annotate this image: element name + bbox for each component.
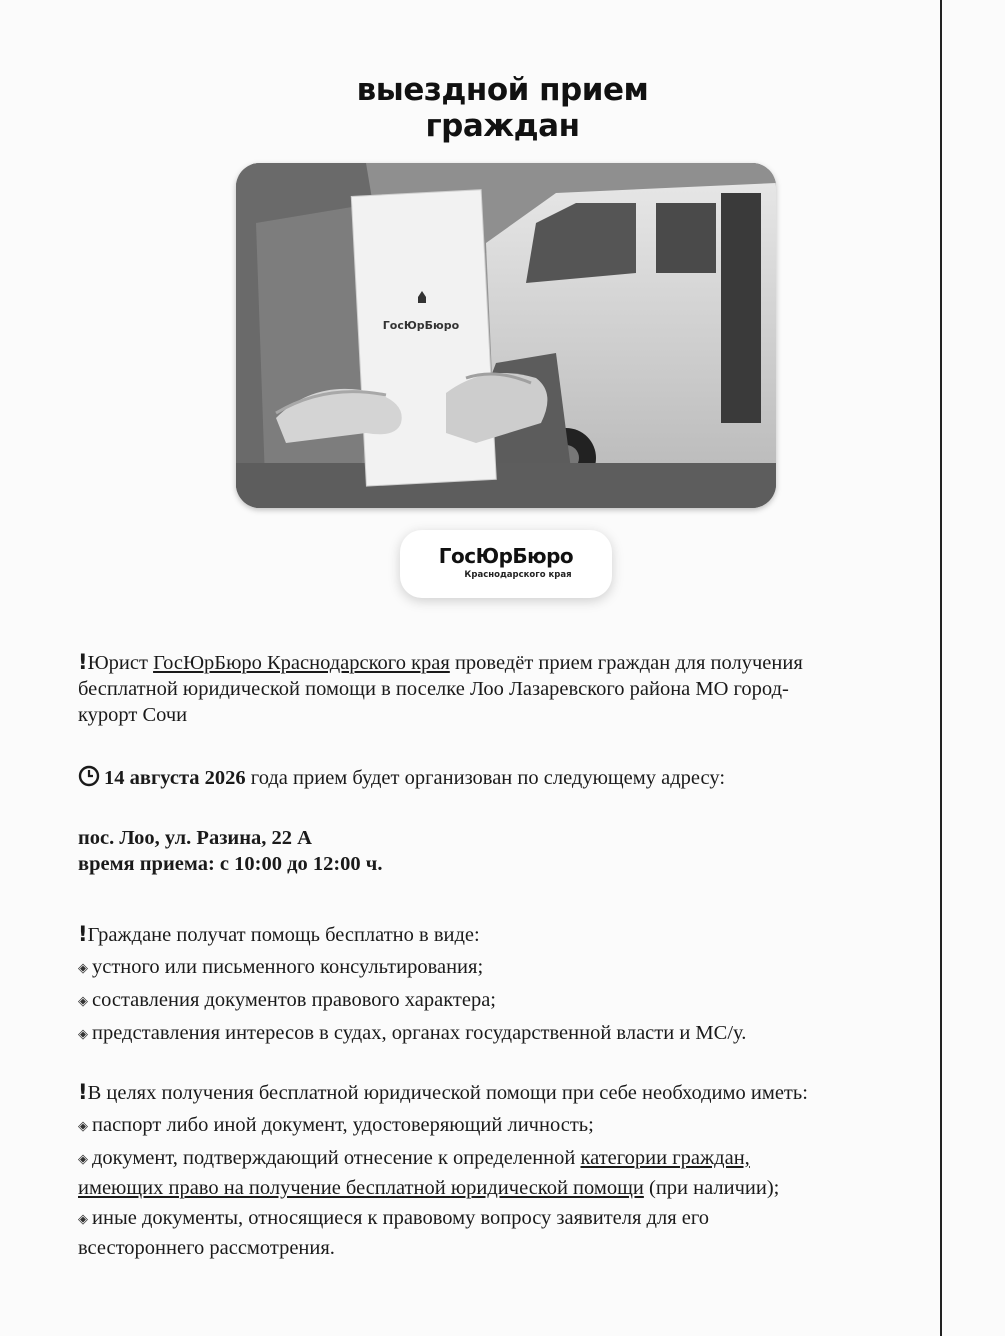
- help-heading: Граждане получат помощь бесплатно в виде:: [87, 924, 480, 946]
- brand-name: ГосЮрБюро: [438, 544, 574, 568]
- help-section: [78, 918, 958, 1050]
- intro-paragraph: [78, 649, 958, 728]
- docs-heading: В целях получения бесплатной юридической помощи при себе необходимо иметь:: [87, 1082, 808, 1104]
- docs-section: !В целях получения бесплатной юридической помощи при себе необходимо иметь: ◈ паспорт либо иной документ, удостоверяющий личность; ◈ документ, подтверждающий отнесение к определенной категории граждан, имеющих право на получение бесплатной юридической помощи (при наличии); ◈ иные документы, относящиеся к правовому вопросу заявителя для его всестороннего рассмотрения.: [78, 1076, 958, 1260]
- leaflet-label: ГосЮрБюро: [382, 319, 460, 332]
- list-item: ◈ составления документов правового характера;: [78, 989, 497, 1011]
- diamond-bullet-icon: ◈: [78, 993, 88, 1008]
- address-line: пос. Лоо, ул. Разина, 22 А: [78, 827, 312, 849]
- category-link-cont[interactable]: имеющих право на получение бесплатной юридической помощи: [78, 1177, 644, 1199]
- brand-logo: [400, 530, 612, 598]
- page-title: [0, 72, 1005, 144]
- exclamation-icon: !: [78, 922, 88, 946]
- exclamation-icon: !: [78, 1080, 88, 1104]
- address-block: [78, 825, 958, 877]
- diamond-bullet-icon: ◈: [78, 1211, 88, 1226]
- list-item: ◈ документ, подтверждающий отнесение к определенной категории граждан,: [78, 1147, 750, 1169]
- list-item: ◈ паспорт либо иной документ, удостоверяющий личность;: [78, 1114, 594, 1136]
- diamond-bullet-icon: ◈: [78, 1151, 88, 1166]
- intro-line-3: курорт Сочи: [78, 704, 188, 726]
- schedule-line: [78, 765, 958, 791]
- title-line-1: выездной прием: [356, 72, 649, 108]
- hero-photo: [236, 163, 776, 508]
- diamond-bullet-icon: ◈: [78, 1118, 88, 1133]
- list-item: ◈ иные документы, относящиеся к правовому вопросу заявителя для его: [78, 1207, 710, 1229]
- diamond-bullet-icon: ◈: [78, 1026, 88, 1041]
- schedule-text: года прием будет организован по следующему адресу:: [245, 767, 726, 789]
- list-item: ◈ устного или письменного консультирования;: [78, 956, 484, 978]
- schedule-date: 14 августа 2026: [104, 767, 246, 789]
- clock-icon: [78, 765, 100, 787]
- list-item: ◈ представления интересов в судах, органах государственной власти и МС/у.: [78, 1022, 747, 1044]
- org-link[interactable]: ГосЮрБюро Краснодарского края: [153, 652, 450, 674]
- brand-subtitle: Краснодарского края: [464, 570, 572, 580]
- exclamation-icon: !: [78, 650, 88, 674]
- intro-prefix: Юрист: [87, 652, 154, 674]
- intro-line1-rest: проведёт прием граждан для получения: [449, 652, 803, 674]
- title-line-2: граждан: [425, 108, 580, 144]
- list-item-cont: всестороннего рассмотрения.: [78, 1237, 335, 1259]
- diamond-bullet-icon: ◈: [78, 960, 88, 975]
- reception-time: время приема: с 10:00 до 12:00 ч.: [78, 853, 383, 875]
- intro-line-2: бесплатной юридической помощи в поселке Лоо Лазаревского района МО город-: [78, 678, 789, 700]
- category-link[interactable]: категории граждан,: [580, 1147, 750, 1169]
